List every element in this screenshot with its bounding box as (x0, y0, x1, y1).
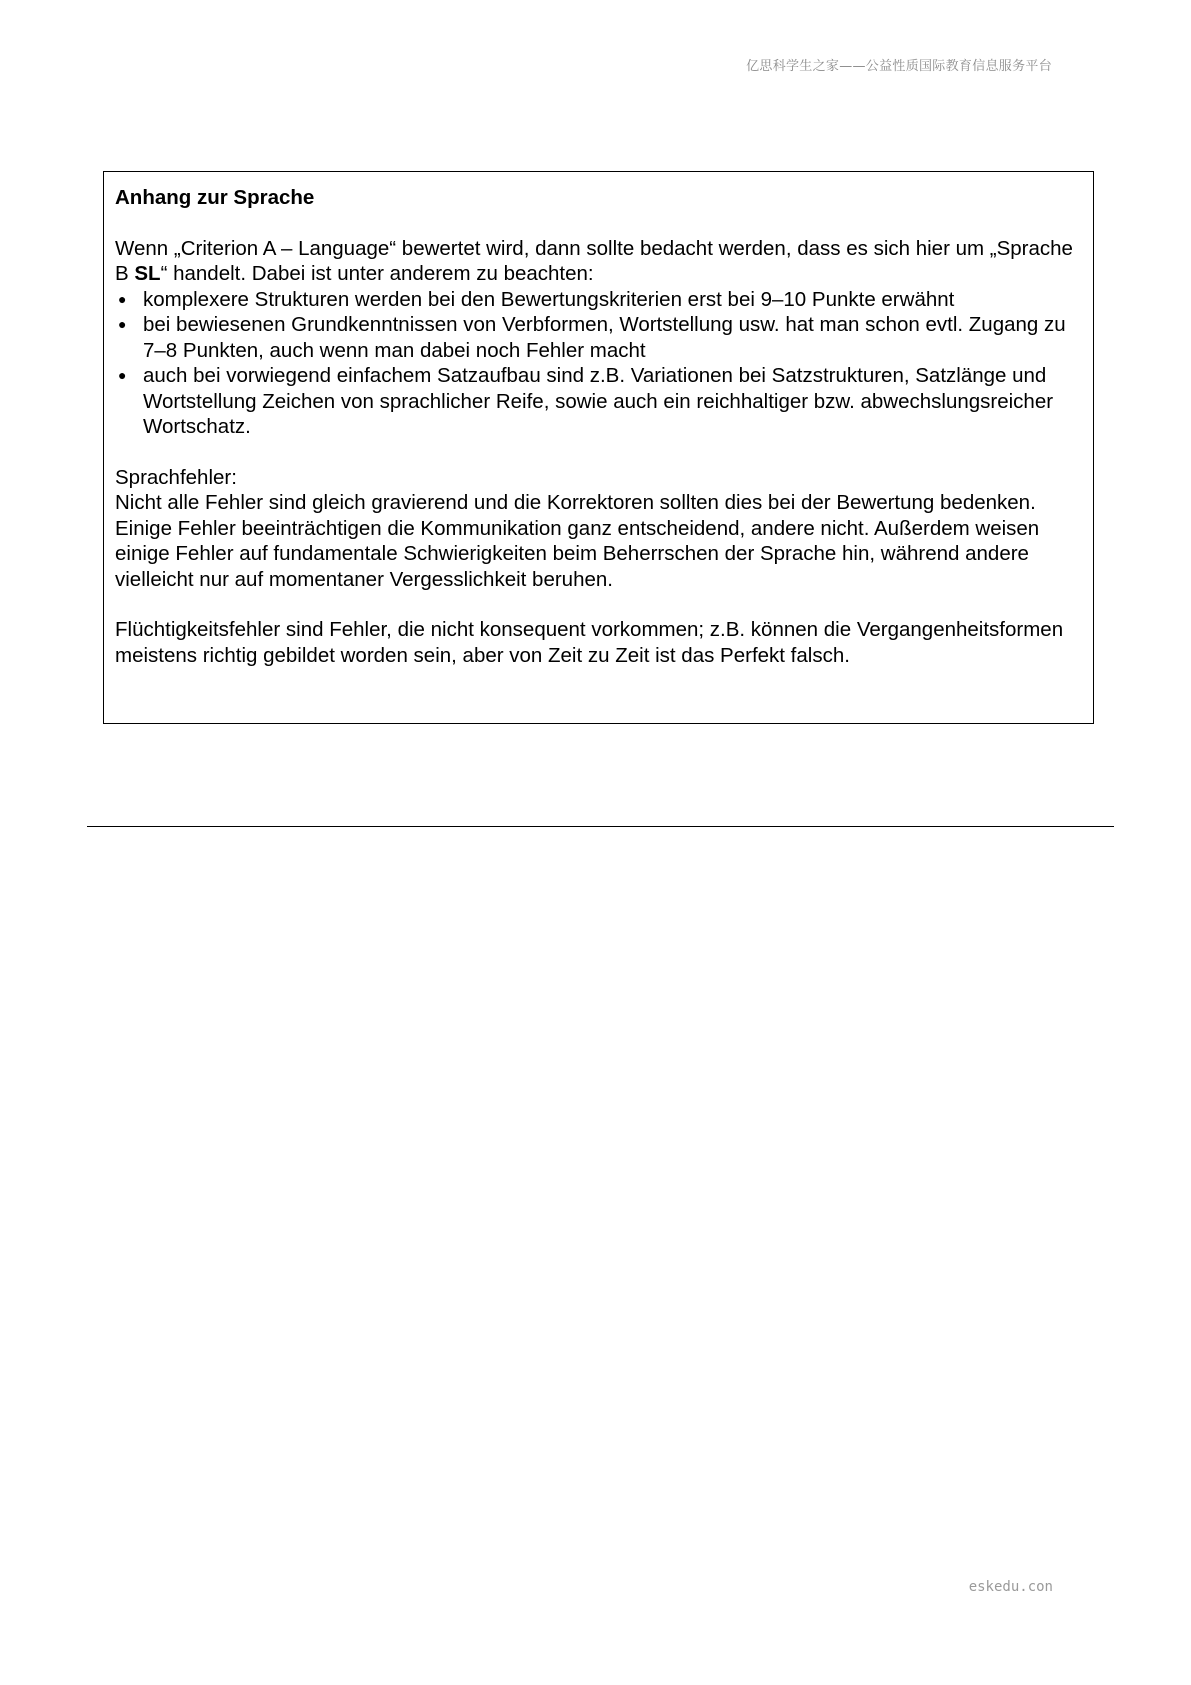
bullet-icon: ● (118, 316, 127, 332)
bullet-text: komplexere Strukturen werden bei den Bewertungskriterien erst bei 9–10 Punkte erwähnt (143, 287, 955, 311)
intro-text-part2: “ handelt. Dabei ist unter anderem zu beachten: (160, 262, 594, 285)
language-appendix-box (103, 171, 1094, 724)
slips-paragraph: Flüchtigkeitsfehler sind Fehler, die nicht konsequent vorkommen; z.B. können die Vergangenheitsformen meistens richtig gebildet worden sein, aber von Zeit zu Zeit ist das Perfekt falsch. (115, 618, 1064, 667)
bullet-item (115, 287, 1082, 313)
bullet-icon: ● (118, 367, 127, 383)
intro-bold-sl: SL (134, 262, 161, 285)
errors-paragraph: Nicht alle Fehler sind gleich gravierend und die Korrektoren sollten dies bei der Bewertung bedenken. Einige Fehler beeinträchtigen die Kommunikation ganz entscheidend, andere nicht. Außerdem weisen einige Fehler auf fundamentale Schwierigkeiten beim Beherrschen der Sprache hin, während andere vielleicht nur auf momentaner Vergesslichkeit beruhen. (115, 491, 1040, 591)
criteria-bullet-list (115, 287, 1082, 440)
errors-heading: Sprachfehler: (115, 465, 237, 489)
box-title: Anhang zur Sprache (115, 186, 315, 209)
bullet-item (115, 312, 1082, 363)
bullet-item (115, 363, 1082, 440)
bullet-text: bei bewiesenen Grundkenntnissen von Verbformen, Wortstellung usw. hat man schon evtl. Zugang zu 7–8 Punkten, auch wenn man dabei noch Fehler macht (143, 313, 1066, 362)
intro-text-part1: Wenn „Criterion A – Language“ bewertet wird, dann sollte bedacht werden, dass es sich hier um „Sprache B (115, 236, 1073, 285)
bullet-text: auch bei vorwiegend einfachem Satzaufbau sind z.B. Variationen bei Satzstrukturen, Satzlänge und Wortstellung Zeichen von sprachlicher Reife, sowie auch ein reichhaltiger bzw. abwechslungsreicher Wortschatz. (143, 364, 1054, 438)
bullet-icon: ● (118, 290, 127, 307)
header-watermark: 亿思科学生之家——公益性质国际教育信息服务平台 (746, 59, 1052, 74)
intro-paragraph (115, 236, 1082, 287)
footer-site-mark: eskedu.con (968, 1579, 1053, 1595)
horizontal-divider (87, 826, 1114, 827)
